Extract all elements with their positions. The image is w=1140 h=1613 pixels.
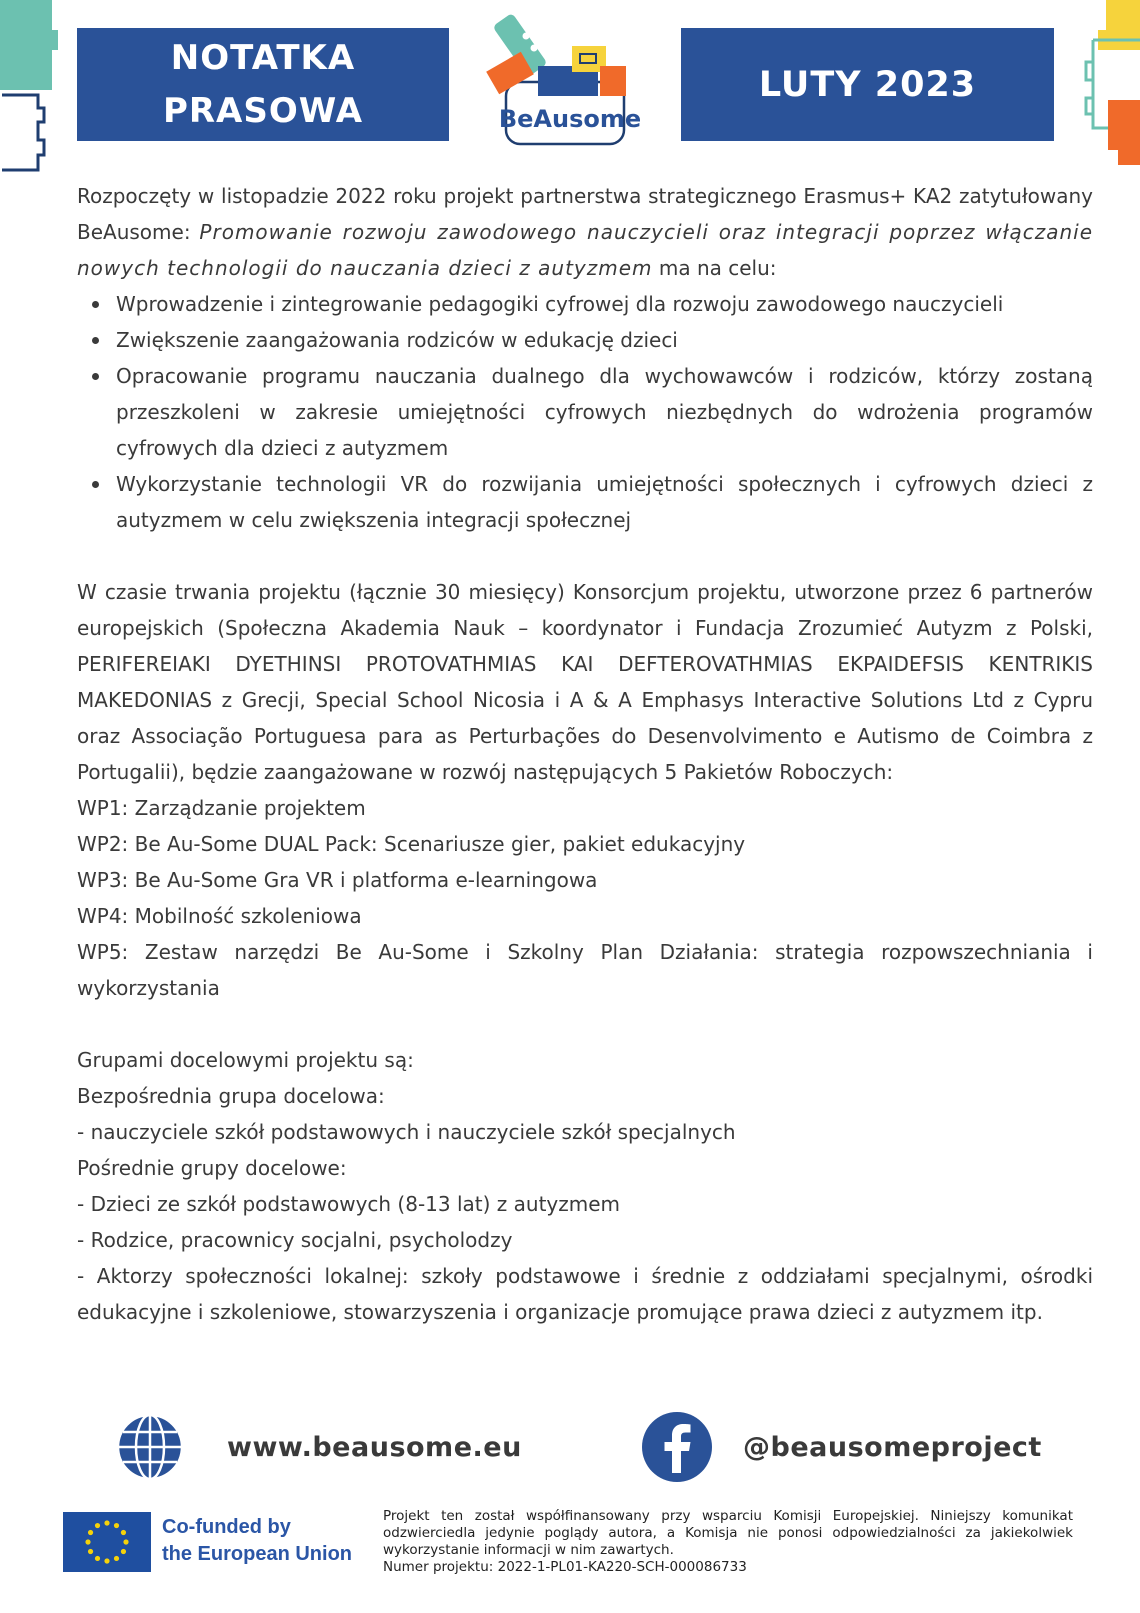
targets-heading: Grupami docelowymi projektu są: <box>77 1048 414 1072</box>
intro-paragraph <box>77 178 1093 286</box>
work-package: WP3: Be Au-Some Gra VR i platforma e-learningowa <box>77 868 598 892</box>
facebook-icon <box>641 1411 713 1483</box>
article-body <box>77 178 1093 1330</box>
eu-cofunded-label <box>162 1514 362 1568</box>
website-text: www.beausome.eu <box>227 1431 522 1463</box>
date-banner <box>681 28 1054 141</box>
project-number: Numer projektu: 2022-1-PL01-KA220-SCH-000086733 <box>383 1559 747 1575</box>
cofunded-line-1: Co-funded by <box>162 1516 291 1538</box>
eu-star <box>95 1556 100 1561</box>
logo-wordmark: BeAusome <box>498 105 642 133</box>
indirect-targets-heading: Pośrednie grupy docelowe: <box>77 1156 347 1180</box>
eu-star <box>121 1549 126 1554</box>
aim-item: Zwiększenie zaangażowania rodziców w edukację dzieci <box>116 322 1093 358</box>
target-item: - nauczyciele szkół podstawowych i nauczyciele szkół specjalnych <box>77 1120 736 1144</box>
banner-line-1: NOTATKA <box>170 37 356 78</box>
website-link[interactable] <box>115 1410 522 1484</box>
intro-tail: ma na celu: <box>652 256 777 280</box>
work-package: WP2: Be Au-Some DUAL Pack: Scenariusze gier, pakiet edukacyjny <box>77 832 746 856</box>
aims-list <box>77 286 1093 538</box>
project-title: Promowanie rozwoju zawodowego nauczycieli oraz integracji poprzez włączanie nowych technologii do nauczania dzieci z autyzmem <box>77 220 1094 280</box>
work-package: WP5: Zestaw narzędzi Be Au-Some i Szkolny Plan Działania: strategia rozpowszechniania i wykorzystania <box>77 940 1093 1000</box>
disclaimer <box>383 1508 1073 1576</box>
eu-star <box>114 1556 119 1561</box>
cofunded-line-2: the European Union <box>162 1543 352 1565</box>
eu-star <box>88 1530 93 1535</box>
work-package: WP4: Mobilność szkoleniowa <box>77 904 362 928</box>
eu-flag-icon <box>63 1512 151 1572</box>
beausome-logo <box>482 8 658 158</box>
aim-item: Wprowadzenie i zintegrowanie pedagogiki cyfrowej dla rozwoju zawodowego nauczycieli <box>116 286 1093 322</box>
eu-star <box>123 1539 128 1544</box>
target-item: - Aktorzy społeczności lokalnej: szkoły podstawowe i średnie z oddziałami specjalnymi, ośrodki edukacyjne i szkoleniowe, stowarzyszenia i organizacje promujące prawa dzieci z autyzmem itp. <box>77 1264 1093 1324</box>
date-label: LUTY 2023 <box>758 64 977 105</box>
eu-star <box>104 1520 109 1525</box>
decor-right-blocks <box>1078 0 1140 165</box>
target-item: - Dzieci ze szkół podstawowych (8-13 lat) z autyzmem <box>77 1192 621 1216</box>
banner-line-2: PRASOWA <box>162 90 364 131</box>
direct-targets-heading: Bezpośrednia grupa docelowa: <box>77 1084 385 1108</box>
eu-star <box>114 1523 119 1528</box>
press-release-banner <box>77 28 449 141</box>
social-handle: @beausomeproject <box>743 1431 1042 1463</box>
eu-star <box>95 1523 100 1528</box>
globe-icon <box>115 1412 185 1482</box>
eu-star <box>85 1539 90 1544</box>
aim-item: Opracowanie programu nauczania dualnego dla wychowawców i rodziców, którzy zostaną przeszkoleni w zakresie umiejętności cyfrowych niezbędnych do wdrożenia programów cyfrowych dla dzieci z autyzmem <box>116 358 1093 466</box>
eu-star <box>121 1530 126 1535</box>
work-package: WP1: Zarządzanie projektem <box>77 796 366 820</box>
eu-star <box>104 1558 109 1563</box>
aim-item: Wykorzystanie technologii VR do rozwijania umiejętności społecznych i cyfrowych dzieci z autyzmem w celu zwiększenia integracji społecznej <box>116 466 1093 538</box>
intro-lead: Rozpoczęty w listopadzie 2022 roku projekt partnerstwa strategicznego Erasmus+ KA2 zatytułowany BeAusome: <box>77 184 1093 244</box>
social-link[interactable] <box>641 1410 1042 1484</box>
consortium-paragraph: W czasie trwania projektu (łącznie 30 miesięcy) Konsorcjum projektu, utworzone przez 6 partnerów europejskich (Społeczna Akademia Nauk – koordynator i Fundacja Zrozumieć Autyzm z Polski, PERIFEREIAKI DYETHINSI PROTOVATHMIAS KAI DEFTEROVATHMIAS EKPAIDEFSIS KENTRIKIS MAKEDONIAS z Grecji, Special School Nicosia i A & A Emphasys Interactive Solutions Ltd z Cypru oraz Associação Portuguesa para as Perturbações do Desenvolvimento e Autismo de Coimbra z Portugalii), będzie zaangażowane w rozwój następujących 5 Pakietów Roboczych: <box>77 580 1093 784</box>
disclaimer-text: Projekt ten został współfinansowany przy wsparciu Komisji Europejskiej. Niniejszy komunikat odzwierciedla jedynie poglądy autora, a Komisja nie ponosi odpowiedzialności za jakiekolwiek wykorzystanie informacji w nim zawartych. <box>383 1508 1073 1558</box>
decor-left-blocks <box>0 0 62 175</box>
target-item: - Rodzice, pracownicy socjalni, psycholodzy <box>77 1228 513 1252</box>
eu-star <box>88 1549 93 1554</box>
